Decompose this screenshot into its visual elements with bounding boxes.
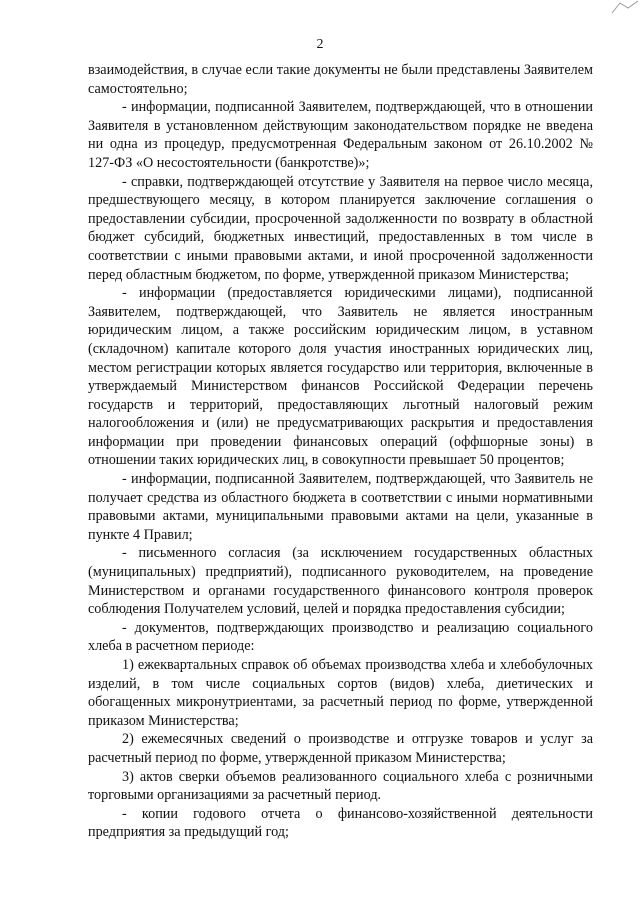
scan-corner-mark bbox=[610, 0, 640, 14]
paragraph-bankruptcy-info: - информации, подписанной Заявителем, подтверждающей, что в отношении Заявителя в установленном действующим законодательством порядке не введена ни одна из процедур, предусмотренная Федеральным законом от 26.10.2002 № 127-ФЗ «О несостоятельности (банкротстве)»; bbox=[88, 99, 593, 171]
paragraph-written-consent: - письменного согласия (за исключением государственных областных (муниципальных) предприятий), подписанного руководителем, на проведение Министерством и органами государственного финансового контроля проверок соблюдения Получателем условий, целей и порядка предоставления субсидии; bbox=[88, 545, 593, 618]
document-body bbox=[88, 61, 593, 842]
list-item-reconciliation-acts: 3) актов сверки объемов реализованного социального хлеба с розничными торговыми организациями за расчетный период. bbox=[88, 768, 593, 804]
paragraph-production-documents: - документов, подтверждающих производство и реализацию социального хлеба в расчетном периоде: bbox=[88, 619, 593, 655]
list-item-monthly-info: 2) ежемесячных сведений о производстве и отгрузке товаров и услуг за расчетный период по форме, утвержденной приказом Министерства; bbox=[88, 731, 593, 766]
paragraph-debt-certificate: - справки, подтверждающей отсутствие у Заявителя на первое число месяца, предшествующего месяцу, в котором планируется заключение соглашения о предоставлении субсидии, просроченной задолженности по возврату в областной бюджет субсидий, бюджетных инвестиций, предоставленных в том числе в соответствии с иными правовыми актами, и иной просроченной задолженности перед областным бюджетом, по форме, утвержденной приказом Министерства; bbox=[88, 173, 593, 283]
page-number: 2 bbox=[316, 37, 324, 52]
paragraph-no-other-funds-info: - информации, подписанной Заявителем, подтверждающей, что Заявитель не получает средства из областного бюджета в соответствии с иными нормативными правовыми актами, муниципальными правовыми актами на цели, указанные в пункте 4 Правил; bbox=[88, 471, 593, 543]
list-item-quarterly-reports: 1) ежеквартальных справок об объемах производства хлеба и хлебобулочных изделий, в том числе социальных сортов (видов) хлеба, диетических и обогащенных микронутриентами, за расчетный период по форме, утвержденной приказом Министерства; bbox=[88, 657, 593, 729]
paragraph-foreign-entity-info: - информации (предоставляется юридическими лицами), подписанной Заявителем, подтверждающей, что Заявитель не является иностранным юридическим лицом, а также российским юридическим лицом, в уставном (складочном) капитале которого доля участия иностранных юридических лиц, местом регистрации которых является государство или территория, включенные в утверждаемый Министерством финансов Российской Федерации перечень государств и территорий, предоставляющих льготный налоговый режим налогообложения и (или) не предусматривающих раскрытия и предоставления информации при проведении финансовых операций (оффшорные зоны) в отношении таких юридических лиц, в совокупности превышает 50 процентов; bbox=[88, 285, 593, 469]
paragraph-annual-report-copy: - копии годового отчета о финансово-хозяйственной деятельности предприятия за предыдущий год; bbox=[88, 805, 593, 841]
paragraph-continuation: взаимодействия, в случае если такие документы не были представлены Заявителем самостоятельно; bbox=[88, 62, 593, 97]
